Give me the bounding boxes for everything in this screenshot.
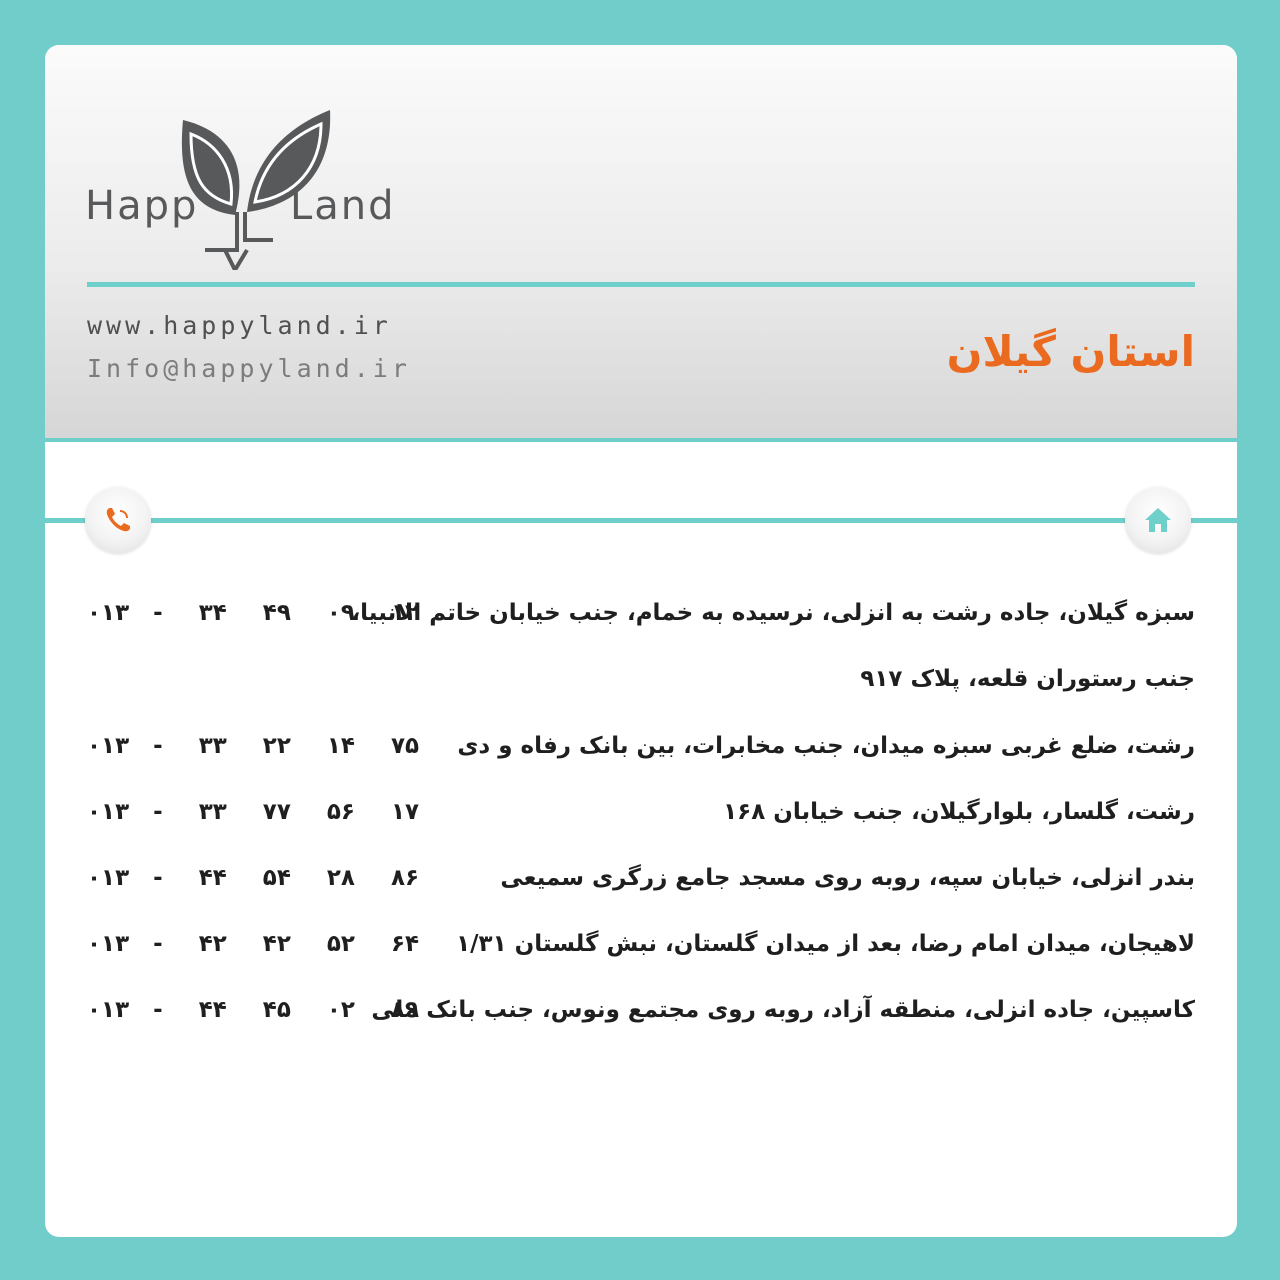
brand-name-left: Happ: [85, 183, 199, 229]
branch-row: [87, 600, 1195, 640]
branch-address: لاهیجان، میدان امام رضا، بعد از میدان گلستان، نبش گلستان ۱/۳۱: [456, 931, 1195, 957]
branch-address: سبزه گیلان، جاده رشت به انزلی، نرسیده به خمام، جنب خیابان خاتم الانبیا،: [351, 600, 1195, 626]
website-link[interactable]: www.happyland.ir: [87, 311, 392, 340]
branch-phone[interactable]: ۰۱۳ - ۴۲ ۴۲ ۵۲ ۶۴: [87, 931, 420, 957]
branch-phone[interactable]: ۰۱۳ - ۴۴ ۴۵ ۰۲ ۸۹: [87, 997, 420, 1023]
branch-address: جنب رستوران قلعه، پلاک ۹۱۷: [860, 666, 1195, 692]
branch-address: رشت، گلسار، بلوارگیلان، جنب خیابان ۱۶۸: [723, 799, 1195, 825]
info-card: [45, 45, 1237, 1237]
branch-row: [87, 799, 1195, 839]
branch-phone[interactable]: ۰۱۳ - ۳۴ ۴۹ ۰۹ ۱۲: [87, 600, 420, 626]
branch-row: [87, 733, 1195, 773]
branch-phone[interactable]: ۰۱۳ - ۴۴ ۵۴ ۲۸ ۸۶: [87, 865, 420, 891]
branch-row: [87, 931, 1195, 971]
brand-name-right: Land: [290, 183, 396, 229]
email-link[interactable]: Info@happyland.ir: [87, 354, 411, 383]
branch-row: [87, 865, 1195, 905]
branch-row: [87, 997, 1195, 1037]
branch-phone[interactable]: ۰۱۳ - ۳۳ ۲۲ ۱۴ ۷۵: [87, 733, 420, 759]
section-divider: [45, 518, 1237, 523]
home-badge: [1125, 487, 1191, 553]
header-bottom-rule: [45, 438, 1237, 442]
province-title: استان گیلان: [946, 327, 1195, 376]
branch-phone[interactable]: ۰۱۳ - ۳۳ ۷۷ ۵۶ ۱۷: [87, 799, 420, 825]
header: [45, 45, 1237, 438]
branch-address: رشت، ضلع غربی سبزه میدان، جنب مخابرات، بین بانک رفاه و دی: [457, 733, 1195, 759]
branch-address: بندر انزلی، خیابان سپه، روبه روی مسجد جامع زرگری سمیعی: [500, 865, 1195, 891]
header-rule: [87, 282, 1195, 287]
home-icon: [1143, 505, 1173, 535]
branch-row: [87, 666, 1195, 706]
phone-badge: [85, 487, 151, 553]
phone-icon: [103, 505, 133, 535]
branch-address: کاسپین، جاده انزلی، منطقه آزاد، روبه روی مجتمع ونوس، جنب بانک ملی: [371, 997, 1195, 1023]
